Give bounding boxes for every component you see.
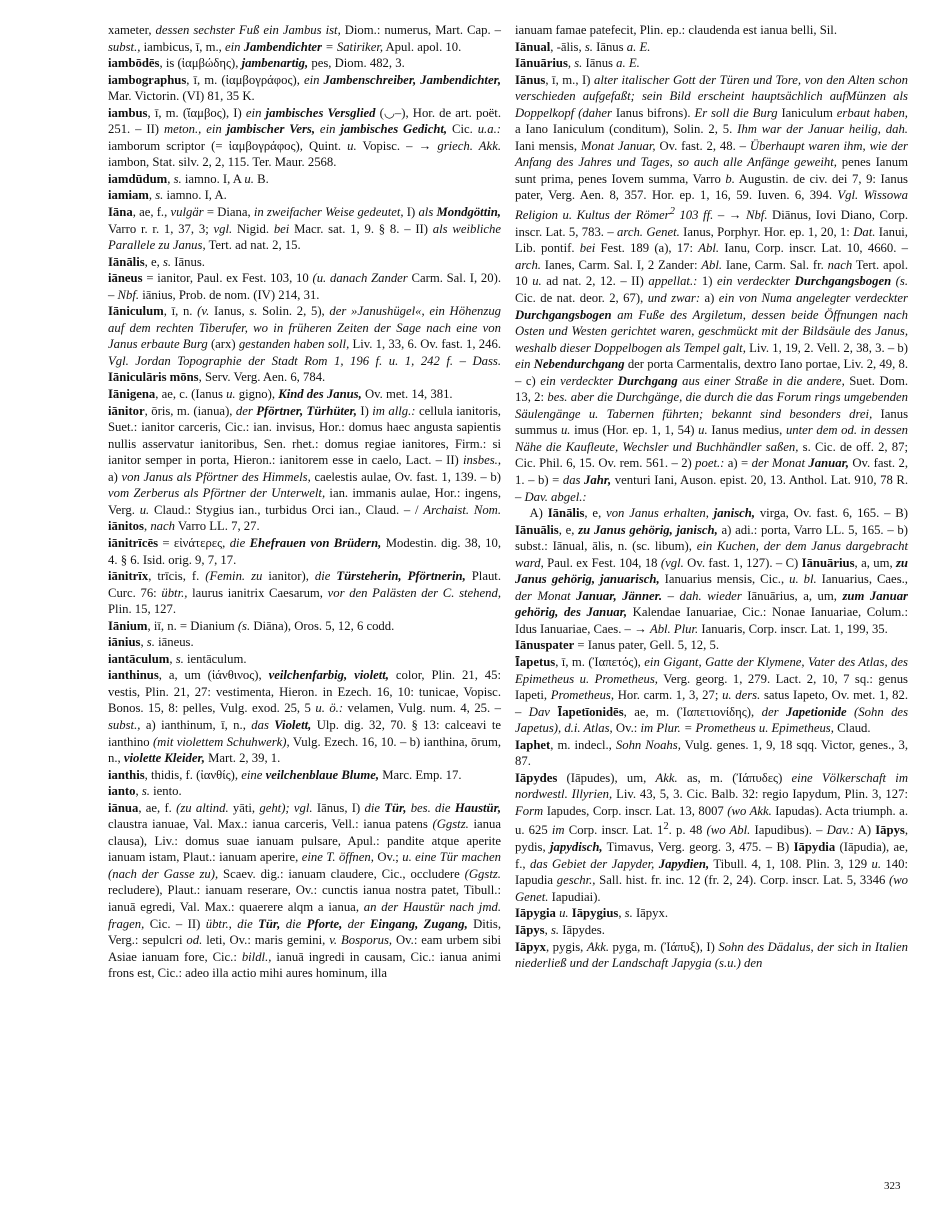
dictionary-entry: Iānālis, e, s. Iānus. [108, 254, 205, 269]
dictionary-entry: Iaphet, m. indecl., Sohn Noahs, Vulg. genes. 1, 9, 18 sqq. Victor, genes., 3, 87. [515, 737, 908, 769]
dictionary-entry: ianuam famae patefecit, Plin. ep.: claudenda est ianua belli, Sil. [515, 23, 838, 37]
dictionary-entry: Iānium, iī, n. = Dianium (s. Diāna), Oros. 5, 12, 6 codd. [108, 618, 395, 633]
dictionary-entry: Iānigena, ae, c. (Ianus u. gigno), Kind des Janus, Ov. met. 14, 381. [108, 387, 453, 402]
dictionary-entry: Iāpyx, pygis, Akk. pyga, m. (Ἰάπυξ), I) Sohn des Dädalus, der sich in Italien niederließ und der Landschaft Japygia (s.u.) den [515, 939, 908, 971]
dictionary-entry: iantāculum, s. ientāculum. [108, 651, 247, 666]
dictionary-entry: Iāpydes (Iāpudes), um, Akk. as, m. (Ἰάπυδες) eine Völkerschaft im nordwestl. Illyrien, Liv. 43, 5, 3. Cic. Balb. 32: regio Iapydum, Plin. 3, 127: Form Iapudes, Corp. inscr. Lat. 13, 8007 (wo Akk. Iapudas). Acta triumph. a. u. 625 im Corp. inscr. Lat. $1^2$. p. 48 (wo Abl. Iapudibus). – Dav.: A) Iāpys, pydis, japydisch, Timavus, Verg. georg. 3, 475. – B) Iāpydia (Iāpudia), ae, f., das Gebiet der Japyder, Japydien, Tibull. 4, 1, 108. Plin. 3, 129 u. 140: Iapudia geschr., Sall. hist. fr. inc. 12 (fr. 2, 24). Corp. inscr. Lat. 5, 3346 (wo Genet. Iapudiai). [515, 770, 909, 904]
dictionary-entry: iāneus = ianitor, Paul. ex Fest. 103, 10 (u. danach Zander Carm. Sal. I, 20). – Nbf. iānius, Prob. de nom. (IV) 214, 31. [108, 271, 502, 302]
dictionary-entry: ianthinus, a, um (ἰάνθινος), veilchenfarbig, violett, color, Plin. 21, 45: vestis, Plin. 21, 27: vestimenta, Hieron. in Ezech. 16, 10: tunicae, Vopisc. Bonos. 15, 8: pelles, Vulg. exod. 25, 5 u. ö.: velamen, Vulg. num. 4, 25. – subst., a) ianthinum, ī, n., das Violett, Ulp. dig. 32, 70. § 13: calceavi te ianthino (mit violettem Schuhwerk), Vulg. Ezech. 16, 10. – b) ianthina, ōrum, n., violette Kleider, Mart. 2, 39, 1. [108, 668, 501, 766]
dictionary-entry: Iānual, -ālis, s. Iānus a. E. [515, 39, 651, 54]
dictionary-entry: iānua, ae, f. (zu altind. yāti, geht); vgl. Iānus, I) die Tür, bes. die Haustür, claustra ianuae, Val. Max.: ianua carceris, Vell.: ianua patens (Ggstz. ianua clausa), Liv.: domus suae ianuam pulsare, Apul.: pandite atque aperite ianuam istam, Plaut.: ianuam aperire, eine T. öffnen, Ov.; u. eine Tür machen (nach der Gasse zu), Scaev. dig.: ianuam claudere, Cic., occludere (Ggstz. recludere), Plaut.: ianuam reserare, Ov.: cunctis ianua nostra patet, Tibull.: ianuā egredi, Val. Max.: quaerere alqm a ianua, an der Haustür nach jmd. fragen, Cic. – II) übtr., die Tür, die Pforte, der Eingang, Zugang, Ditis, Verg.: sepulcri od. leti, Ov.: maris gemini, v. Bosporus, Ov.: eam urbem sibi Asiae ianuam fore, Cic.: bildl., ianuā ingredi in causam, Cic.: ianua animi frons est, Cic.: adeo illa actio mihi aures hominum, illa [108, 800, 502, 981]
dictionary-entry: iamiam, s. iamno. I, A. [108, 188, 227, 203]
dictionary-entry: iānitrīcēs = εἰνάτερες, die Ehefrauen von Brüdern, Modestin. dig. 38, 10, 4. § 6. Isid. orig. 9, 7, 17. [108, 535, 502, 567]
dictionary-entry: ianthis, thidis, f. (ἰανθίς), eine veilchenblaue Blume, Marc. Emp. 17. [108, 767, 462, 782]
right-column [515, 22, 908, 972]
dictionary-entry: Iāniculum, ī, n. (v. Ianus, s. Solin. 2, 5), der »Janushügel«, ein Höhenzug auf dem rechten Tiberufer, wo in früheren Zeiten der Sage nach eine von Janus erbaute Burg (arx) gestanden haben soll, Liv. 1, 33, 6. Ov. fast. 1, 246. Vgl. Jordan Topographie der Stadt Rom 1, 196 f. u. 1, 242 f. – Dass. Iāniculāris mōns, Serv. Verg. Aen. 6, 784. [108, 304, 502, 385]
dictionary-entry: iānitor, ōris, m. (ianua), der Pförtner, Türhüter, I) im allg.: cellula ianitoris, Suet.: ianitor carceris, Cic.: ian. invisus, Hor.: domus haec angusta sapientis nullis asservatur ianitoribus, Sen. rhet.: domus regiae ianitores, Firm.: si ianitor semper in porta, Hieron.: ianitorem esse in caelo, Lact. – II) insbes., a) von Janus als Pförtner des Himmels, caelestis aulae, Ov. fast. 1, 139. – b) vom Zerberus als Pförtner der Unterwelt, ian. immanis aulae, Hor.: ingens, Verg. u. Claud.: Stygius ian., turbidus Orci ian., Claud. – / Archaist. Nom. iānitos, nach Varro LL. 7, 27. [108, 403, 502, 534]
dictionary-entry: Iāna, ae, f., vulgär = Diana, in zweifacher Weise gedeutet, I) als Mondgöttin, Varro r. r. 1, 37, 3; vgl. Nigid. bei Macr. sat. 1, 9. § 8. – II) als weibliche Parallele zu Janus, Tert. ad nat. 2, 15. [108, 205, 501, 253]
dictionary-entry: iambographus, ī, m. (ἰαμβογράφος), ein Jambenschreiber, Jambendichter, Mar. Victorin. (VI) 81, 35 K. [108, 72, 501, 104]
dictionary-entry: Īapetus, ī, m. (Ἰαπετός), ein Gigant, Gatte der Klymene, Vater des Atlas, des Epimetheus u. Prometheus, Verg. georg. 1, 279. Lact. 2, 10, 7 sq.: genus Iapeti, Prometheus, Hor. carm. 1, 3, 27; u. ders. satus Iapeto, Ov. met. 1, 82. – Dav Īapetīonidēs, ae, m. (Ἰαπετιονίδης), der Japetionide (Sohn des Japetus), d.i. Atlas, Ov.: im Plur. = Prometheus u. Epimetheus, Claud. [515, 655, 909, 736]
dictionary-entry: Iānuspater = Ianus pater, Gell. 5, 12, 5. [515, 638, 719, 653]
dictionary-entry: iambus, ī, m. (ἴαμβος), I) ein jambisches Versglied (◡–), Hor. de art. poët. 251. – II) meton., ein jambischer Vers, ein jambisches Gedicht, Cic. u.a.: iamborum scriptor (= ἰαμβογράφος), Quint. u. Vopisc. – → griech. Akk. iambon, Stat. silv. 2, 2, 115. Ter. Maur. 2568. [108, 105, 501, 170]
dictionary-entry: Iāpygia u. Iāpygius, s. Iāpyx. [515, 906, 668, 921]
page-number: 323 [884, 1180, 901, 1192]
dictionary-entry: iambōdēs, is (ἰαμβώδης), jambenartig, pes, Diom. 482, 3. [108, 56, 405, 71]
dictionary-entry: ianto, s. iento. [108, 784, 182, 799]
left-column [108, 22, 501, 982]
dictionary-entry: iānius, s. iāneus. [108, 635, 194, 650]
dictionary-entry: iamdūdum, s. iamno. I, A u. B. [108, 171, 269, 186]
dictionary-entry: Iāpys, s. Iāpydes. [515, 923, 605, 937]
dictionary-entry: iānitrīx, trīcis, f. (Femin. zu ianitor), die Türsteherin, Pförtnerin, Plaut. Curc. 76: übtr., laurus ianitrix Caesarum, vor den Palästen der C. stehend, Plin. 15, 127. [108, 569, 501, 617]
dictionary-entry: Iānus, ī, m., I) alter italischer Gott der Türen und Tore, von den Alten schon verschieden aufgefaßt; sein Bild erscheint hauptsächlich aufMünzen als Doppelkopf (daher Ianus bifrons). Er soll die Burg Ianiculum erbaut haben, a Iano Ianiculum (conditum), Solin. 2, 5. Ihm war der Januar heilig, dah. Iani mensis, Monat Januar, Ov. fast. 2, 48. – Überhaupt waren ihm, wie der Anfang des Jahres und Tages, so auch alle Anfänge geweiht, penes Ianum sunt prima, penes Iovem summa, Varro b. Augustin. de civ. dei 7, 9: Ianus pater, Verg. Aen. 8, 357. Hor. ep. 1, 16, 59. Iuven. 6, 394. Vgl. Wissowa Religion u. Kultus der Römer$^2$ 103 ff. – → Nbf. Diānus, Iovi Diano, Corp. inscr. Lat. 5, 783. – arch. Genet. Ianus, Porphyr. Hor. ep. 1, 20, 1: Dat. Ianui, Lib. pontif. bei Fest. 189 (a), 17: Abl. Ianu, Corp. inscr. Lat. 10, 4660. – arch. Ianes, Carm. Sal. I, 2 Zander: Abl. Iane, Carm. Sal. fr. nach Tert. apol. 10 u. ad nat. 2, 12. – II) appellat.: 1) ein verdeckter Durchgangsbogen (s. Cic. de nat. deor. 2, 67), und zwar: a) ein von Numa angelegter verdeckter Durchgangsbogen am Fuße des Argiletum, dessen beide Öffnungen nach Osten und Westen gerichtet waren, geschmückt mit der Bildsäule des Janus, weshalb dieser Doppelbogen als Tempel galt, Liv. 1, 19, 2. Vell. 2, 38, 3. – b) ein Nebendurchgang der porta Carmentalis, dextro Iano portae, Liv. 2, 49, 8. – c) ein verdeckter Durchgang aus einer Straße in die andere, Suet. Dom. 13, 2: bes. aber die Durchgänge, die durch die das Forum rings umgebenden Säulengänge u. Tabernen führten; bekannt sind besonders drei, Ianus summus u. imus (Hor. ep. 1, 1, 54) u. Ianus medius, unter dem od. in dessen Nähe die Kaufleute, Wechsler und Buchhändler saßen, s. Cic. de off. 2, 87; Cic. Phil. 6, 15. Ov. rem. 561. – 2) poet.: a) = der Monat Januar, Ov. fast. 2, 1. – b) = das Jahr, venturi Iani, Auson. epist. 20, 13. Anthol. Lat. 910, 78 R. – Dav. abgel.: [515, 72, 909, 504]
dictionary-entry: xameter, dessen sechster Fuß ein Jambus ist, Diom.: numerus, Mart. Cap. – subst., iambicus, ī, m., ein Jambendichter = Satiriker, Apul. apol. 10. [108, 23, 501, 54]
dictionary-entry: Iānuārius, s. Iānus a. E. [515, 56, 640, 71]
dictionary-entry: A) Iānālis, e, von Janus erhalten, janisch, virga, Ov. fast. 6, 165. – B) Iānuālis, e, zu Janus gehörig, janisch, a) adi.: porta, Varro LL. 5, 165. – b) subst.: Iānual, ālis, n. (sc. libum), ein Kuchen, der dem Janus dargebracht ward, Paul. ex Fest. 104, 18 (vgl. Ov. fast. 1, 127). – C) Iānuārius, a, um, zu Janus gehörig, januarisch, Ianuarius mensis, Cic., u. bl. Ianuarius, Caes., der Monat Januar, Jänner. – dah. wieder Iānuārius, a, um, zum Januar gehörig, des Januar, Kalendae Ianuariae, Cic.: Nonae Ianuariae, Colum.: Idus Ianuariae, Caes. – → Abl. Plur. Ianuaris, Corp. inscr. Lat. 1, 199, 35. [515, 506, 908, 636]
